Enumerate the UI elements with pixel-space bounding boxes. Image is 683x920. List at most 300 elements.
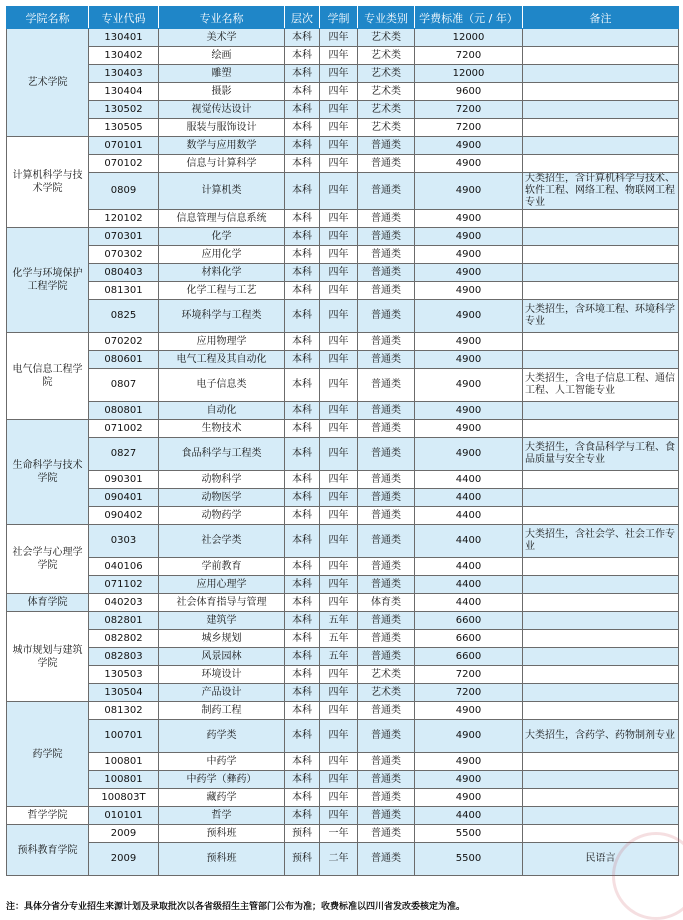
- study-years: 二年: [320, 843, 358, 876]
- study-years: 四年: [320, 119, 358, 137]
- note: [523, 228, 679, 246]
- note: [523, 155, 679, 173]
- study-years: 五年: [320, 612, 358, 630]
- college-name: 预科教育学院: [7, 825, 89, 876]
- table-row: [7, 807, 679, 825]
- level: 本科: [285, 471, 320, 489]
- table-row: [7, 420, 679, 438]
- major-name: 自动化: [159, 402, 285, 420]
- tuition-table: [6, 6, 679, 876]
- tuition-fee: 7200: [415, 684, 523, 702]
- major-name: 哲学: [159, 807, 285, 825]
- major-name: 社会学类: [159, 525, 285, 558]
- major-code: 040106: [89, 558, 159, 576]
- major-code: 120102: [89, 210, 159, 228]
- major-code: 130505: [89, 119, 159, 137]
- major-code: 090402: [89, 507, 159, 525]
- tuition-fee: 12000: [415, 65, 523, 83]
- study-years: 四年: [320, 155, 358, 173]
- major-code: 090401: [89, 489, 159, 507]
- level: 本科: [285, 155, 320, 173]
- major-code: 130403: [89, 65, 159, 83]
- major-name: 化学工程与工艺: [159, 282, 285, 300]
- college-name: 电气信息工程学院: [7, 333, 89, 420]
- header-fee: 学费标准（元 / 年）: [415, 7, 523, 29]
- major-code: 130502: [89, 101, 159, 119]
- study-years: 四年: [320, 300, 358, 333]
- level: 本科: [285, 282, 320, 300]
- study-years: 四年: [320, 489, 358, 507]
- category: 普通类: [358, 173, 415, 210]
- category: 普通类: [358, 576, 415, 594]
- major-code: 080601: [89, 351, 159, 369]
- major-code: 070102: [89, 155, 159, 173]
- tuition-fee: 7200: [415, 119, 523, 137]
- level: 本科: [285, 119, 320, 137]
- tuition-fee: 4400: [415, 594, 523, 612]
- level: 本科: [285, 648, 320, 666]
- major-name: 材料化学: [159, 264, 285, 282]
- major-name: 药学类: [159, 720, 285, 753]
- tuition-fee: 4900: [415, 282, 523, 300]
- major-code: 080403: [89, 264, 159, 282]
- table-row: [7, 630, 679, 648]
- tuition-fee: 4400: [415, 558, 523, 576]
- major-code: 0825: [89, 300, 159, 333]
- study-years: 四年: [320, 264, 358, 282]
- category: 艺术类: [358, 666, 415, 684]
- category: 普通类: [358, 438, 415, 471]
- major-name: 预科班: [159, 843, 285, 876]
- tuition-table-container: [6, 6, 678, 876]
- study-years: 四年: [320, 720, 358, 753]
- tuition-fee: 4900: [415, 753, 523, 771]
- level: 本科: [285, 789, 320, 807]
- major-name: 应用心理学: [159, 576, 285, 594]
- category: 普通类: [358, 630, 415, 648]
- note: [523, 282, 679, 300]
- note: [523, 558, 679, 576]
- note: [523, 648, 679, 666]
- tuition-fee: 12000: [415, 29, 523, 47]
- study-years: 四年: [320, 173, 358, 210]
- major-name: 应用化学: [159, 246, 285, 264]
- major-code: 040203: [89, 594, 159, 612]
- major-name: 环境设计: [159, 666, 285, 684]
- major-code: 081301: [89, 282, 159, 300]
- college-name: 艺术学院: [7, 29, 89, 137]
- category: 艺术类: [358, 101, 415, 119]
- note: [523, 507, 679, 525]
- study-years: 四年: [320, 282, 358, 300]
- table-row: [7, 155, 679, 173]
- tuition-fee: 4900: [415, 720, 523, 753]
- major-name: 动物药学: [159, 507, 285, 525]
- major-name: 计算机类: [159, 173, 285, 210]
- category: 普通类: [358, 210, 415, 228]
- tuition-fee: 4400: [415, 807, 523, 825]
- note: [523, 246, 679, 264]
- table-row: [7, 507, 679, 525]
- tuition-fee: 4900: [415, 402, 523, 420]
- table-row: [7, 558, 679, 576]
- table-row: [7, 282, 679, 300]
- note: [523, 630, 679, 648]
- category: 普通类: [358, 789, 415, 807]
- category: 普通类: [358, 246, 415, 264]
- major-name: 美术学: [159, 29, 285, 47]
- level: 本科: [285, 47, 320, 65]
- major-name: 环境科学与工程类: [159, 300, 285, 333]
- note: [523, 420, 679, 438]
- category: 普通类: [358, 282, 415, 300]
- category: 普通类: [358, 771, 415, 789]
- major-code: 082803: [89, 648, 159, 666]
- level: 本科: [285, 210, 320, 228]
- note: [523, 402, 679, 420]
- tuition-fee: 6600: [415, 612, 523, 630]
- major-name: 社会体育指导与管理: [159, 594, 285, 612]
- table-row: [7, 369, 679, 402]
- table-row: [7, 47, 679, 65]
- note: 大类招生，含环境工程、环境科学专业: [523, 300, 679, 333]
- note: [523, 684, 679, 702]
- table-row: [7, 525, 679, 558]
- major-name: 制药工程: [159, 702, 285, 720]
- study-years: 四年: [320, 525, 358, 558]
- study-years: 四年: [320, 771, 358, 789]
- level: 本科: [285, 684, 320, 702]
- table-row: [7, 210, 679, 228]
- note: 民语言: [523, 843, 679, 876]
- table-row: [7, 489, 679, 507]
- category: 普通类: [358, 807, 415, 825]
- note: [523, 351, 679, 369]
- tuition-fee: 6600: [415, 630, 523, 648]
- major-name: 动物科学: [159, 471, 285, 489]
- note: 大类招生，含电子信息工程、通信工程、人工智能专业: [523, 369, 679, 402]
- major-code: 100701: [89, 720, 159, 753]
- note: 大类招生，含计算机科学与技术、软件工程、网络工程、物联网工程专业: [523, 173, 679, 210]
- table-row: [7, 65, 679, 83]
- table-row: [7, 246, 679, 264]
- major-name: 城乡规划: [159, 630, 285, 648]
- level: 本科: [285, 507, 320, 525]
- study-years: 四年: [320, 47, 358, 65]
- category: 普通类: [358, 702, 415, 720]
- major-name: 信息管理与信息系统: [159, 210, 285, 228]
- major-name: 建筑学: [159, 612, 285, 630]
- major-code: 080801: [89, 402, 159, 420]
- tuition-fee: 4900: [415, 771, 523, 789]
- major-name: 学前教育: [159, 558, 285, 576]
- study-years: 四年: [320, 29, 358, 47]
- category: 普通类: [358, 369, 415, 402]
- level: 本科: [285, 351, 320, 369]
- major-code: 071002: [89, 420, 159, 438]
- tuition-fee: 4900: [415, 420, 523, 438]
- note: [523, 771, 679, 789]
- note: [523, 47, 679, 65]
- level: 本科: [285, 369, 320, 402]
- study-years: 四年: [320, 558, 358, 576]
- category: 艺术类: [358, 684, 415, 702]
- tuition-fee: 4900: [415, 438, 523, 471]
- level: 本科: [285, 137, 320, 155]
- college-name: 社会学与心理学学院: [7, 525, 89, 594]
- college-name: 药学院: [7, 702, 89, 807]
- header-major: 专业名称: [159, 7, 285, 29]
- note: [523, 576, 679, 594]
- level: 本科: [285, 402, 320, 420]
- category: 普通类: [358, 471, 415, 489]
- header-category: 专业类别: [358, 7, 415, 29]
- level: 本科: [285, 438, 320, 471]
- category: 普通类: [358, 507, 415, 525]
- table-row: [7, 29, 679, 47]
- study-years: 五年: [320, 648, 358, 666]
- study-years: 四年: [320, 137, 358, 155]
- note: 大类招生，含食品科学与工程、食品质量与安全专业: [523, 438, 679, 471]
- category: 普通类: [358, 612, 415, 630]
- study-years: 四年: [320, 246, 358, 264]
- study-years: 四年: [320, 101, 358, 119]
- table-row: [7, 83, 679, 101]
- study-years: 四年: [320, 228, 358, 246]
- major-code: 0807: [89, 369, 159, 402]
- major-name: 预科班: [159, 825, 285, 843]
- study-years: 四年: [320, 351, 358, 369]
- study-years: 四年: [320, 83, 358, 101]
- table-row: [7, 173, 679, 210]
- note: 大类招生，含社会学、社会工作专业: [523, 525, 679, 558]
- major-code: 071102: [89, 576, 159, 594]
- major-name: 雕塑: [159, 65, 285, 83]
- watermark-seal: [612, 832, 683, 920]
- category: 普通类: [358, 825, 415, 843]
- major-name: 数学与应用数学: [159, 137, 285, 155]
- table-row: [7, 684, 679, 702]
- table-row: [7, 594, 679, 612]
- major-code: 130401: [89, 29, 159, 47]
- major-code: 2009: [89, 843, 159, 876]
- major-code: 082801: [89, 612, 159, 630]
- study-years: 四年: [320, 807, 358, 825]
- category: 普通类: [358, 137, 415, 155]
- major-name: 化学: [159, 228, 285, 246]
- category: 艺术类: [358, 119, 415, 137]
- major-name: 生物技术: [159, 420, 285, 438]
- level: 本科: [285, 246, 320, 264]
- note: [523, 264, 679, 282]
- major-name: 风景园林: [159, 648, 285, 666]
- category: 普通类: [358, 402, 415, 420]
- major-name: 应用物理学: [159, 333, 285, 351]
- major-code: 090301: [89, 471, 159, 489]
- level: 本科: [285, 702, 320, 720]
- college-name: 体育学院: [7, 594, 89, 612]
- study-years: 一年: [320, 825, 358, 843]
- category: 艺术类: [358, 83, 415, 101]
- level: 本科: [285, 101, 320, 119]
- major-code: 0303: [89, 525, 159, 558]
- header-college: 学院名称: [7, 7, 89, 29]
- level: 本科: [285, 525, 320, 558]
- category: 艺术类: [358, 29, 415, 47]
- major-code: 100803T: [89, 789, 159, 807]
- college-name: 哲学学院: [7, 807, 89, 825]
- header-row: [7, 7, 679, 29]
- major-code: 070202: [89, 333, 159, 351]
- table-row: [7, 648, 679, 666]
- header-note: 备注: [523, 7, 679, 29]
- table-row: [7, 137, 679, 155]
- major-code: 100801: [89, 753, 159, 771]
- study-years: 四年: [320, 789, 358, 807]
- level: 本科: [285, 83, 320, 101]
- tuition-fee: 4900: [415, 369, 523, 402]
- major-code: 070301: [89, 228, 159, 246]
- category: 普通类: [358, 843, 415, 876]
- tuition-fee: 4900: [415, 210, 523, 228]
- note: [523, 702, 679, 720]
- table-row: [7, 666, 679, 684]
- study-years: 四年: [320, 684, 358, 702]
- tuition-fee: 4900: [415, 246, 523, 264]
- level: 本科: [285, 576, 320, 594]
- note: [523, 333, 679, 351]
- major-code: 070101: [89, 137, 159, 155]
- major-name: 电气工程及其自动化: [159, 351, 285, 369]
- level: 本科: [285, 720, 320, 753]
- note: [523, 612, 679, 630]
- note: [523, 753, 679, 771]
- major-code: 081302: [89, 702, 159, 720]
- table-row: [7, 576, 679, 594]
- tuition-fee: 4900: [415, 300, 523, 333]
- tuition-fee: 6600: [415, 648, 523, 666]
- tuition-fee: 9600: [415, 83, 523, 101]
- table-row: [7, 101, 679, 119]
- major-code: 082802: [89, 630, 159, 648]
- note: [523, 666, 679, 684]
- tuition-fee: 5500: [415, 843, 523, 876]
- tuition-fee: 4900: [415, 228, 523, 246]
- note: [523, 29, 679, 47]
- major-name: 产品设计: [159, 684, 285, 702]
- table-row: [7, 612, 679, 630]
- table-row: [7, 720, 679, 753]
- college-name: 化学与环境保护工程学院: [7, 228, 89, 333]
- major-name: 中药学（彝药）: [159, 771, 285, 789]
- table-row: [7, 789, 679, 807]
- table-row: [7, 333, 679, 351]
- major-name: 食品科学与工程类: [159, 438, 285, 471]
- note: [523, 789, 679, 807]
- tuition-fee: 4400: [415, 507, 523, 525]
- category: 普通类: [358, 420, 415, 438]
- tuition-fee: 4900: [415, 333, 523, 351]
- study-years: 四年: [320, 753, 358, 771]
- study-years: 四年: [320, 702, 358, 720]
- table-body: [7, 29, 679, 876]
- table-row: [7, 702, 679, 720]
- major-code: 130503: [89, 666, 159, 684]
- study-years: 四年: [320, 471, 358, 489]
- table-row: [7, 471, 679, 489]
- note: [523, 137, 679, 155]
- table-row: [7, 753, 679, 771]
- category: 普通类: [358, 264, 415, 282]
- category: 艺术类: [358, 47, 415, 65]
- category: 普通类: [358, 558, 415, 576]
- tuition-fee: 4400: [415, 576, 523, 594]
- level: 本科: [285, 594, 320, 612]
- header-level: 层次: [285, 7, 320, 29]
- table-row: [7, 228, 679, 246]
- category: 艺术类: [358, 65, 415, 83]
- tuition-fee: 4900: [415, 137, 523, 155]
- header-years: 学制: [320, 7, 358, 29]
- level: 本科: [285, 420, 320, 438]
- major-name: 藏药学: [159, 789, 285, 807]
- table-row: [7, 351, 679, 369]
- table-row: [7, 438, 679, 471]
- note: [523, 471, 679, 489]
- level: 本科: [285, 300, 320, 333]
- tuition-fee: 4400: [415, 525, 523, 558]
- tuition-fee: 4900: [415, 155, 523, 173]
- category: 普通类: [358, 333, 415, 351]
- category: 普通类: [358, 351, 415, 369]
- level: 本科: [285, 666, 320, 684]
- level: 预科: [285, 843, 320, 876]
- table-row: [7, 843, 679, 876]
- note: [523, 101, 679, 119]
- tuition-fee: 4400: [415, 489, 523, 507]
- major-code: 130404: [89, 83, 159, 101]
- level: 本科: [285, 753, 320, 771]
- major-name: 摄影: [159, 83, 285, 101]
- major-code: 100801: [89, 771, 159, 789]
- major-name: 视觉传达设计: [159, 101, 285, 119]
- study-years: 四年: [320, 402, 358, 420]
- study-years: 四年: [320, 369, 358, 402]
- major-code: 2009: [89, 825, 159, 843]
- tuition-fee: 7200: [415, 101, 523, 119]
- note: [523, 594, 679, 612]
- category: 普通类: [358, 648, 415, 666]
- study-years: 四年: [320, 210, 358, 228]
- major-code: 070302: [89, 246, 159, 264]
- tuition-fee: 4900: [415, 702, 523, 720]
- category: 普通类: [358, 525, 415, 558]
- table-row: [7, 300, 679, 333]
- tuition-fee: 4400: [415, 471, 523, 489]
- level: 本科: [285, 771, 320, 789]
- major-name: 电子信息类: [159, 369, 285, 402]
- tuition-fee: 7200: [415, 666, 523, 684]
- level: 本科: [285, 807, 320, 825]
- level: 本科: [285, 29, 320, 47]
- note: [523, 807, 679, 825]
- category: 普通类: [358, 155, 415, 173]
- category: 体育类: [358, 594, 415, 612]
- study-years: 四年: [320, 333, 358, 351]
- category: 普通类: [358, 720, 415, 753]
- major-name: 中药学: [159, 753, 285, 771]
- category: 普通类: [358, 489, 415, 507]
